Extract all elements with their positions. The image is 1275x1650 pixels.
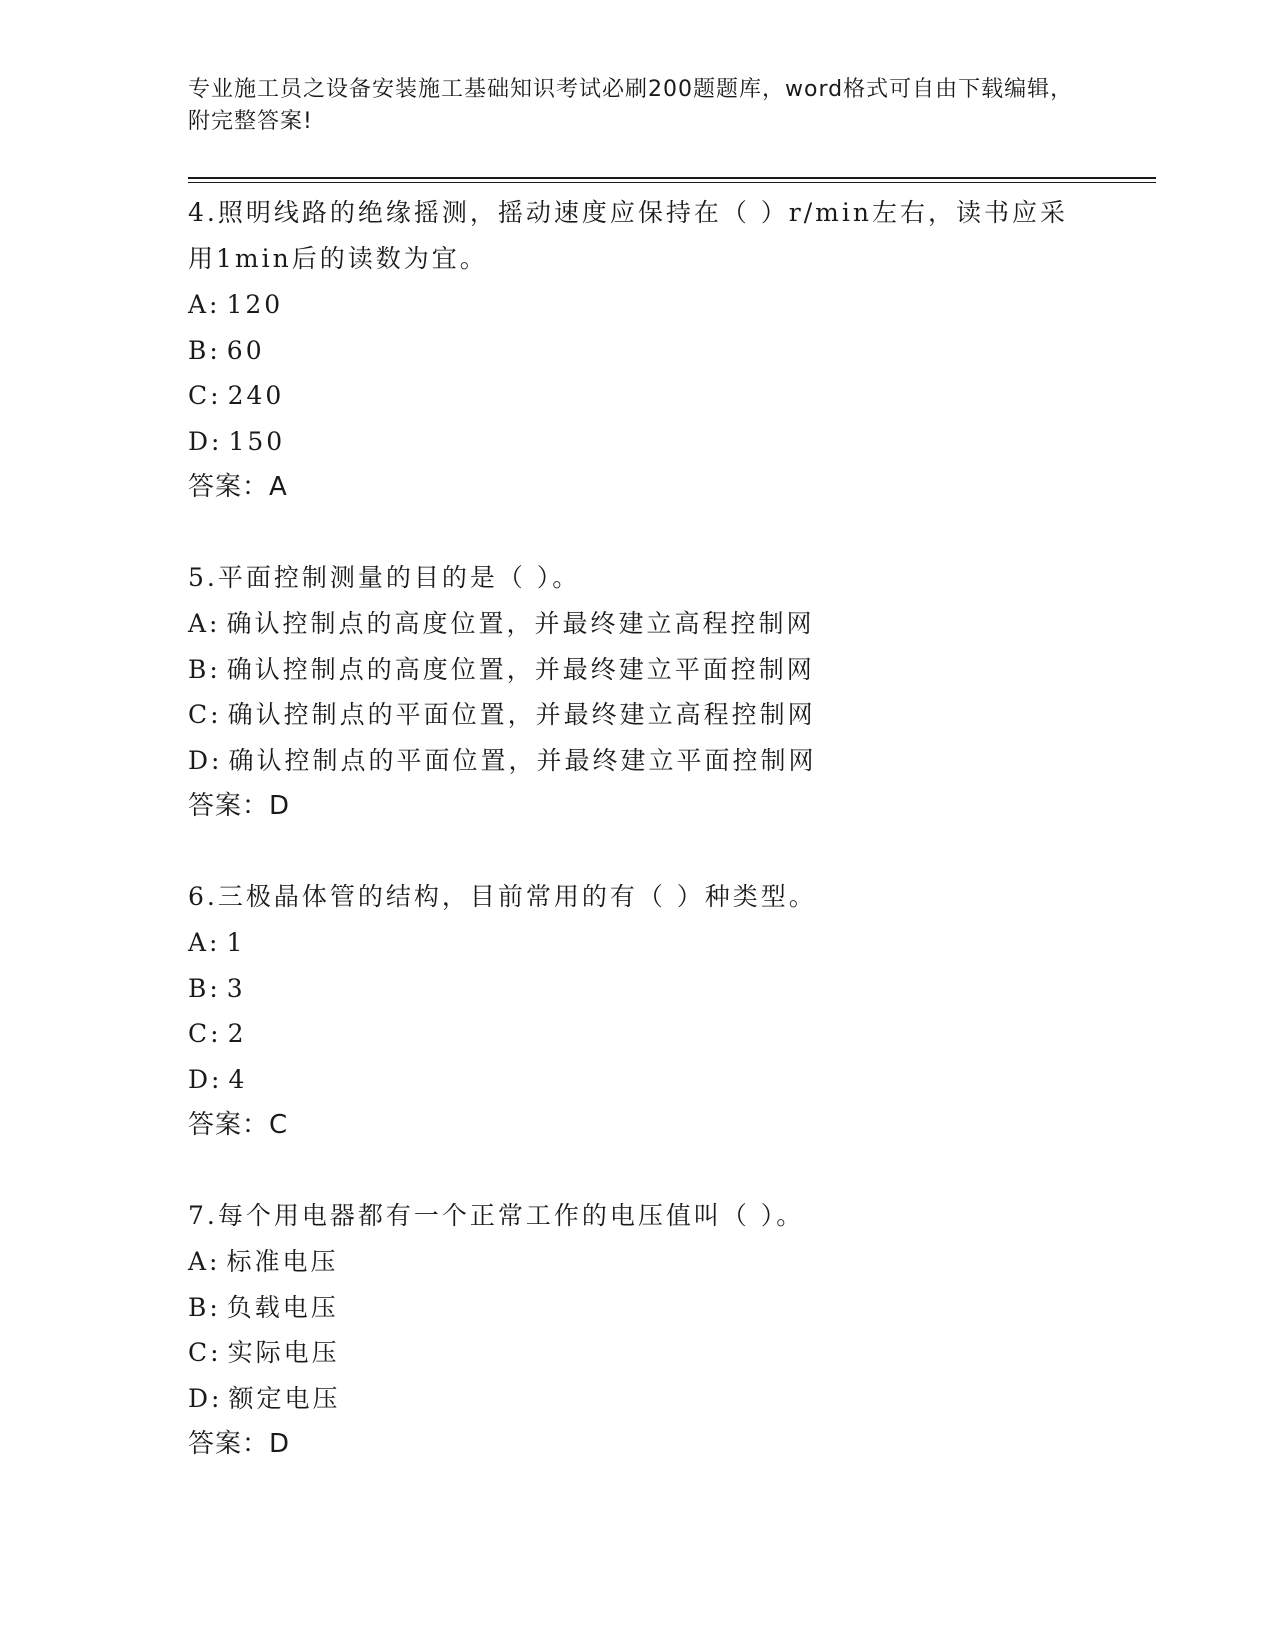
option-text: 额定电压 [228, 1383, 341, 1413]
option-c [188, 373, 1088, 419]
option-a [188, 601, 1088, 647]
option-label: B: [188, 335, 221, 365]
question-4 [188, 190, 1088, 510]
option-d [188, 1057, 1088, 1103]
option-label: B: [188, 1292, 221, 1322]
option-text: 60 [226, 335, 265, 365]
option-text: 120 [226, 290, 284, 319]
question-stem: 5.平面控制测量的目的是（ ）。 [188, 563, 581, 592]
question-5 [188, 555, 1088, 829]
option-label: C: [188, 1338, 222, 1367]
option-d [188, 419, 1088, 465]
option-b [188, 328, 1088, 374]
answer-line: 答案：C [188, 1110, 289, 1140]
option-label: D: [188, 426, 223, 456]
option-text: 1 [226, 928, 246, 957]
option-c [188, 1011, 1088, 1057]
option-text: 4 [228, 1064, 248, 1094]
option-text: 240 [227, 381, 285, 410]
answer-line: 答案：D [188, 1429, 291, 1459]
option-text: 实际电压 [227, 1338, 340, 1367]
question-stem: 7.每个用电器都有一个正常工作的电压值叫（ ）。 [188, 1201, 805, 1230]
option-label: B: [188, 654, 221, 684]
option-label: C: [188, 700, 222, 729]
option-label: B: [188, 973, 221, 1003]
question-list [188, 190, 1088, 1512]
question-stem: 6.三极晶体管的结构，目前常用的有（ ）种类型。 [188, 882, 817, 911]
option-label: C: [188, 1019, 222, 1048]
option-c [188, 1330, 1088, 1376]
option-label: D: [188, 1064, 223, 1094]
option-text: 2 [227, 1019, 247, 1048]
option-a [188, 920, 1088, 966]
document-title: 专业施工员之设备安装施工基础知识考试必刷200题题库，word格式可自由下载编辑，附完整答案! [188, 77, 1074, 134]
option-text: 确认控制点的平面位置，并最终建立高程控制网 [227, 700, 816, 729]
option-b [188, 1285, 1088, 1331]
option-d [188, 1376, 1088, 1422]
option-text: 150 [228, 426, 286, 456]
option-label: A: [188, 609, 221, 638]
option-b [188, 966, 1088, 1012]
answer-line: 答案：D [188, 791, 291, 821]
header-divider-thin [188, 182, 1156, 183]
header-divider-thick [188, 177, 1156, 179]
option-label: A: [188, 1247, 221, 1276]
option-a [188, 1239, 1088, 1285]
option-c [188, 692, 1088, 738]
question-stem: 4.照明线路的绝缘摇测，摇动速度应保持在（ ）r/min左右，读书应采用1min后的读数为宜。 [188, 198, 1068, 273]
question-6 [188, 874, 1088, 1148]
option-b [188, 647, 1088, 693]
option-text: 确认控制点的高度位置，并最终建立高程控制网 [226, 609, 815, 638]
answer-line: 答案：A [188, 472, 288, 502]
option-label: A: [188, 928, 221, 957]
option-label: D: [188, 1383, 223, 1413]
option-text: 确认控制点的平面位置，并最终建立平面控制网 [228, 745, 817, 775]
option-text: 确认控制点的高度位置，并最终建立平面控制网 [226, 654, 815, 684]
option-a [188, 282, 1088, 328]
option-text: 标准电压 [226, 1247, 339, 1276]
option-text: 负载电压 [226, 1292, 339, 1322]
option-text: 3 [226, 973, 246, 1003]
question-7 [188, 1193, 1088, 1467]
option-d [188, 738, 1088, 784]
option-label: A: [188, 290, 221, 319]
option-label: C: [188, 381, 222, 410]
option-label: D: [188, 745, 223, 775]
